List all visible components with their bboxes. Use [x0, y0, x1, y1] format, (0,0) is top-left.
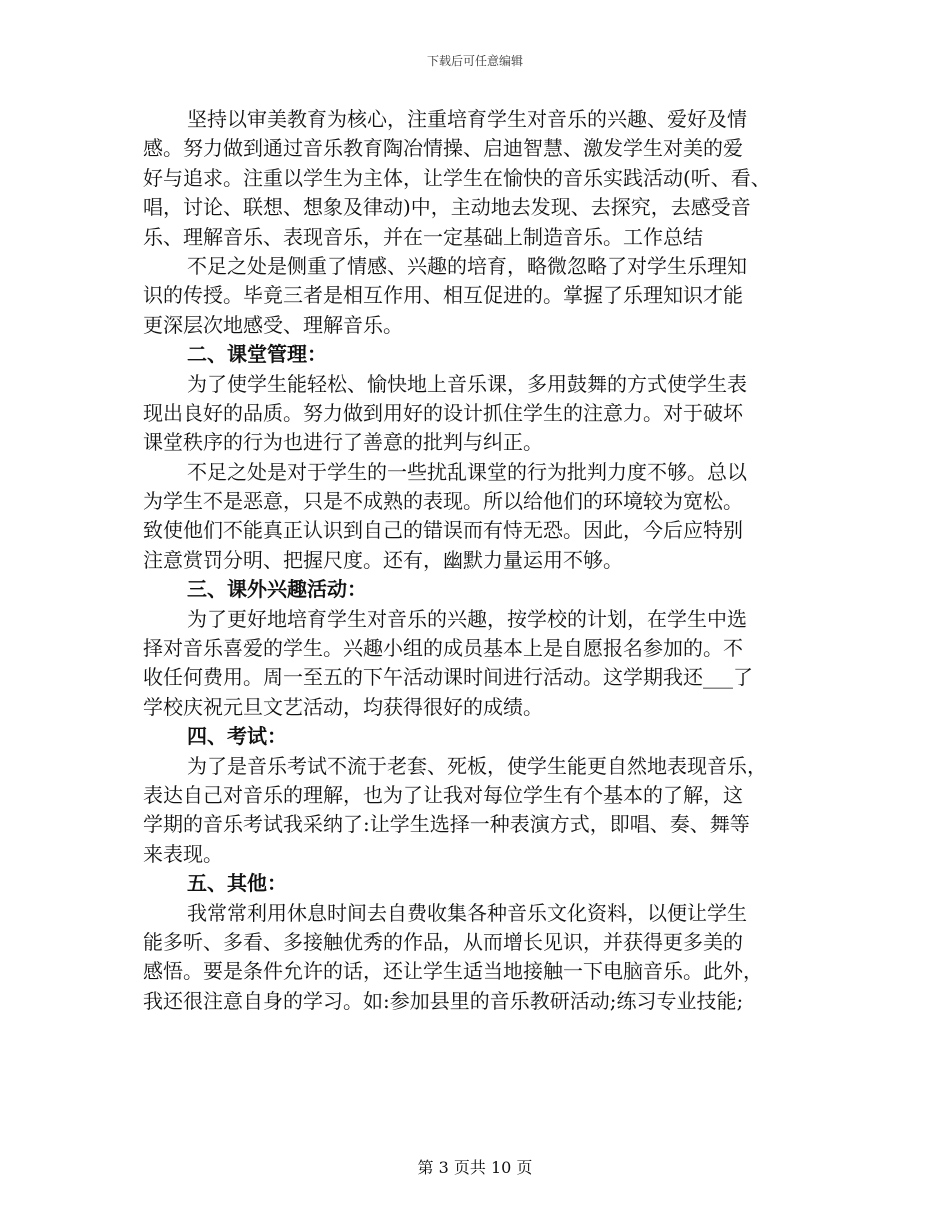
text-line: 不足之处是对于学生的一些扰乱课堂的行为批判力度不够。总以	[187, 459, 747, 484]
text-line: 来表现。	[143, 841, 223, 866]
text-line: 为了更好地培育学生对音乐的兴趣，按学校的计划，在学生中选	[187, 606, 747, 631]
text-line: 为了是音乐考试不流于老套、死板，使学生能更自然地表现音乐，	[187, 753, 767, 778]
section-heading: 三、课外兴趣活动：	[187, 577, 367, 602]
section-heading: 二、课堂管理：	[187, 342, 327, 367]
text-line: 乐、理解音乐、表现音乐，并在一定基础上制造音乐。工作总结	[143, 224, 703, 249]
text-line: 我还很注意自身的学习。如:参加县里的音乐教研活动;练习专业技能;	[143, 988, 744, 1013]
text-line: 为了使学生能轻松、愉快地上音乐课，多用鼓舞的方式使学生表	[187, 371, 747, 396]
text-line: 能多听、多看、多接触优秀的作品，从而增长见识，并获得更多美的	[143, 929, 743, 954]
text-line: 收任何费用。周一至五的下午活动课时间进行活动。这学期我还___了	[143, 665, 753, 690]
page-header: 下载后可任意编辑	[426, 54, 523, 68]
text-line: 感。努力做到通过音乐教育陶冶情操、启迪智慧、激发学生对美的爱	[143, 136, 743, 161]
text-line: 择对音乐喜爱的学生。兴趣小组的成员基本上是自愿报名参加的。不	[143, 636, 743, 661]
section-heading: 五、其他：	[187, 871, 287, 896]
text-line: 学期的音乐考试我采纳了:让学生选择一种表演方式，即唱、奏、舞等	[143, 812, 750, 837]
text-line: 学校庆祝元旦文艺活动，均获得很好的成绩。	[143, 694, 543, 719]
text-line: 表达自己对音乐的理解，也为了让我对每位学生有个基本的了解，这	[143, 782, 743, 807]
page-footer: 第 3 页共 10 页	[417, 1158, 533, 1177]
text-line: 为学生不是恶意，只是不成熟的表现。所以给他们的环境较为宽松。	[143, 489, 743, 514]
text-line: 现出良好的品质。努力做到用好的设计抓住学生的注意力。对于破坏	[143, 400, 743, 425]
text-line: 不足之处是侧重了情感、兴趣的培育，略微忽略了对学生乐理知	[187, 253, 747, 278]
text-line: 致使他们不能真正认识到自己的错误而有恃无恐。因此，今后应特别	[143, 518, 743, 543]
text-line: 识的传授。毕竟三者是相互作用、相互促进的。掌握了乐理知识才能	[143, 283, 743, 308]
text-line: 好与追求。注重以学生为主体，让学生在愉快的音乐实践活动(听、看、	[143, 165, 771, 190]
text-line: 我常常利用休息时间去自费收集各种音乐文化资料，以便让学生	[187, 900, 747, 925]
text-line: 唱，讨论、联想、想象及律动)中，主动地去发现、去探究，去感受音	[143, 195, 751, 220]
text-line: 更深层次地感受、理解音乐。	[143, 312, 403, 337]
text-line: 感悟。要是条件允许的话，还让学生适当地接触一下电脑音乐。此外，	[143, 959, 763, 984]
section-heading: 四、考试：	[187, 724, 287, 749]
text-line: 坚持以审美教育为核心，注重培育学生对音乐的兴趣、爱好及情	[187, 107, 747, 131]
text-line: 注意赏罚分明、把握尺度。还有，幽默力量运用不够。	[143, 547, 623, 572]
text-line: 课堂秩序的行为也进行了善意的批判与纠正。	[143, 430, 543, 455]
document-body	[143, 105, 813, 1016]
